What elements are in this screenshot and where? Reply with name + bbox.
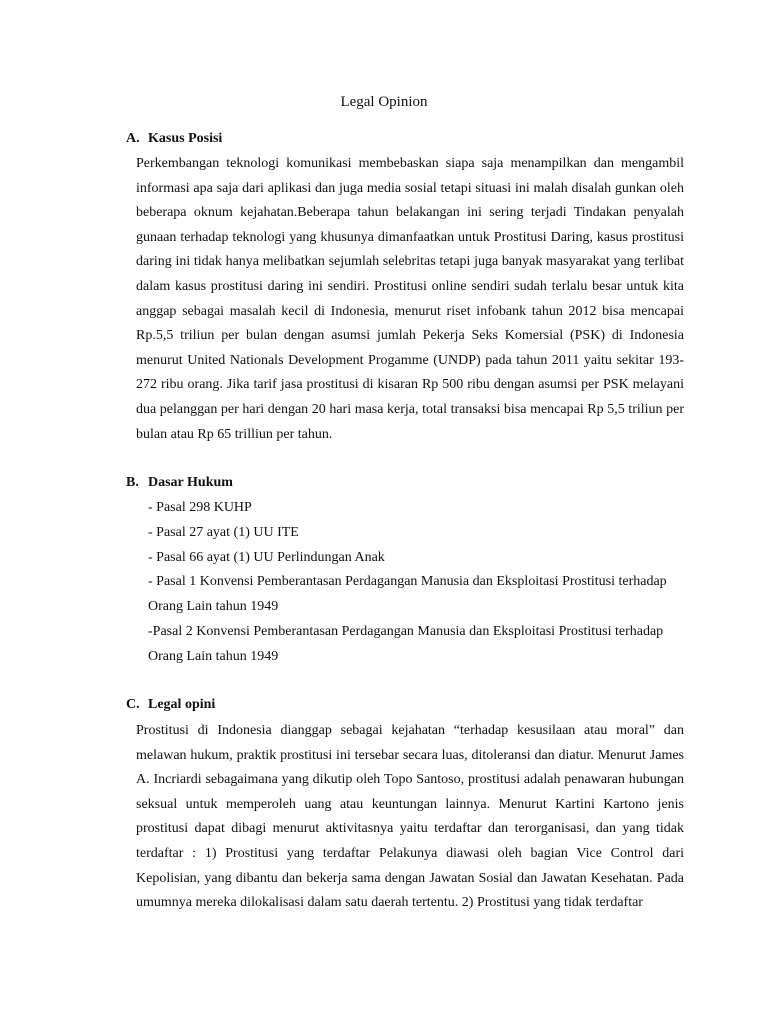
legal-basis-item: - Pasal 66 ayat (1) UU Perlindungan Anak — [148, 549, 385, 565]
section-c-body: Prostitusi di Indonesia dianggap sebagai kejahatan “terhadap kesusilaan atau moral” dan melawan hukum, praktik prostitusi ini tersebar secara luas, ditoleransi dan diatur. Menurut James A. Incriardi sebagaimana yang dikutip oleh Topo Santoso, prostitusi adalah penawaran hubungan seksual untuk memperoleh uang atau keuntungan lainnya. Menurut Kartini Kartono jenis prostitusi dapat dibagi menurut aktivitasnya yaitu terdaftar dan terorganisasi, dan yang tidak terdaftar : 1) Prostitusi yang terdaftar Pelakunya diawasi oleh bagian Vice Control dari Kepolisian, yang dibantu dan bekerja sama dengan Jawatan Sosial dan Jawatan Kesehatan. Pada umumnya mereka dilokalisasi dalam satu daerah tertentu. 2) Prostitusi yang tidak terdaftar — [136, 723, 684, 911]
section-b-title: Dasar Hukum — [148, 475, 233, 490]
legal-basis-item: -Pasal 2 Konvensi Pemberantasan Perdagangan Manusia dan Eksploitasi Prostitusi terhadap Orang Lain tahun 1949 — [148, 623, 664, 664]
legal-basis-item: - Pasal 298 KUHP — [148, 500, 252, 515]
section-b-letter: B. — [126, 475, 139, 490]
page-title: Legal Opinion — [340, 94, 428, 110]
section-c-letter: C. — [126, 697, 140, 712]
legal-basis-list — [148, 496, 688, 670]
legal-basis-item: - Pasal 27 ayat (1) UU ITE — [148, 524, 299, 540]
legal-basis-item: - Pasal 1 Konvensi Pemberantasan Perdagangan Manusia dan Eksploitasi Prostitusi terhadap Orang Lain tahun 1949 — [148, 574, 667, 615]
section-a-heading — [126, 129, 222, 149]
section-a-body: Perkembangan teknologi komunikasi membebaskan siapa saja menampilkan dan mengambil informasi apa saja dari aplikasi dan juga media sosial tetapi situasi ini malah disalah gunkan oleh beberapa oknum kejahatan.Beberapa tahun belakangan ini sering terjadi Tindakan penyalah gunaan terhadap teknologi yang khusunya dimanfaatkan untuk Prostitusi Daring, kasus prostitusi daring ini tidak hanya melibatkan sejumlah selebritas tetapi juga banyak masyarakat yang terlibat dalam kasus prostitusi daring ini sendiri. Prostitusi online sendiri sudah terlalu besar untuk kita anggap sebagai masalah kecil di Indonesia, menurut riset infobank tahun 2012 bisa mencapai Rp.5,5 triliun per bulan dengan asumsi jumlah Pekerja Seks Komersial (PSK) di Indonesia menurut United Nationals Development Progamme (UNDP) pada tahun 2011 yaitu sekitar 193-272 ribu orang. Jika tarif jasa prostitusi di kisaran Rp 500 ribu dengan asumsi per PSK melayani dua pelanggan per hari dengan 20 hari masa kerja, total transaksi bisa mencapai Rp 5,5 triliun per bulan atau Rp 65 trilliun per tahun. — [136, 156, 684, 442]
section-a-title: Kasus Posisi — [148, 131, 223, 146]
section-a-letter: A. — [126, 131, 140, 146]
section-b-heading — [126, 473, 233, 493]
section-c-title: Legal opini — [148, 697, 216, 712]
section-c-heading — [126, 695, 215, 715]
